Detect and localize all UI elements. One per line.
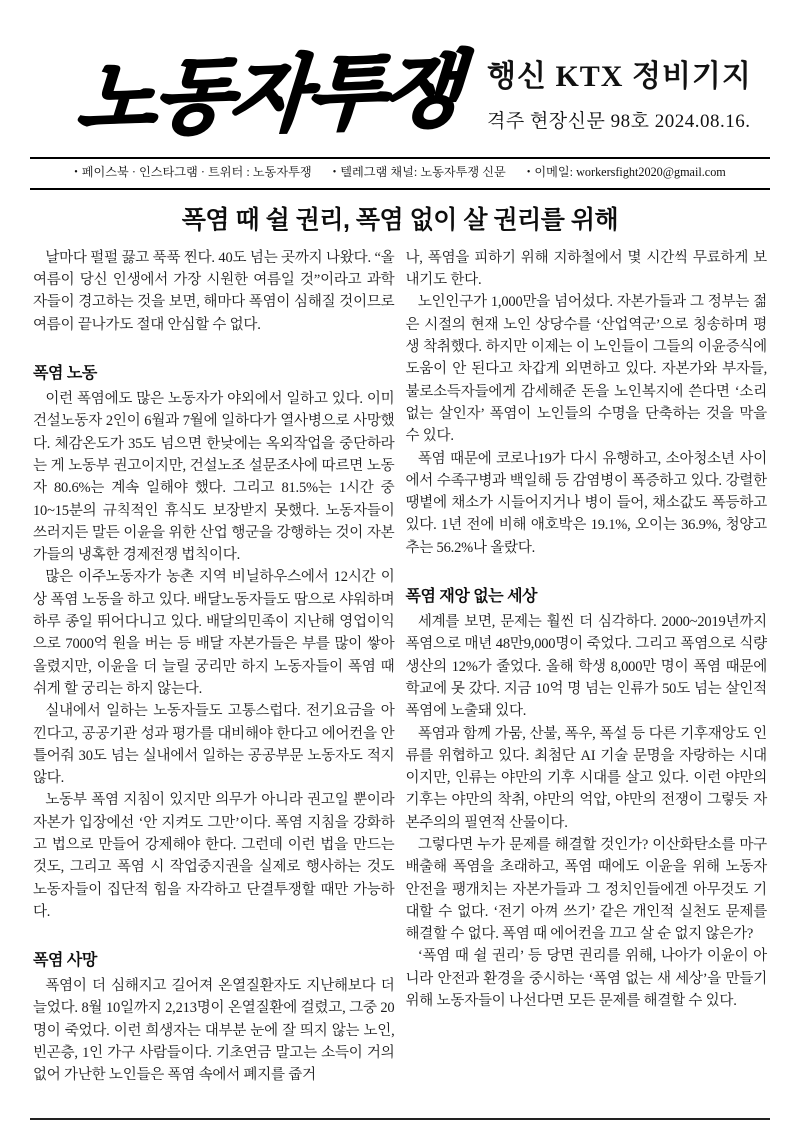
contact-text-sns: 페이스북 · 인스타그램 · 트위터 : 노동자투쟁 (81, 165, 312, 179)
section-heading-world-without-heat: 폭염 재앙 없는 세상 (405, 588, 537, 606)
section-heading-heat-deaths: 폭염 사망 (33, 952, 97, 970)
paragraph: 폭염과 함께 가뭄, 산불, 폭우, 폭설 등 다른 기후재앙도 인류를 위협하고 있다. 최첨단 AI 기술 문명을 자랑하는 시대이지만, 인류는 야만의 기후 시대를 살고 있다. 이런 야만의 기후는 야만의 착취, 야만의 억압, 야만의 전쟁이 그렇듯 자본주의의 필연적 산물이다. (405, 725, 767, 831)
contact-text-email: 이메일: workersfight2020@gmail.com (534, 165, 726, 179)
paragraph: 많은 이주노동자가 농촌 지역 비닐하우스에서 12시간 이상 폭염 노동을 하고 있다. 배달노동자들도 땀으로 샤워하며 하루 종일 뛰어다니고 있다. 배달의민족이 지난해 영업이익으로 7000억 원을 버는 등 배달 자본가들은 부를 많이 쌓아올렸지만, 이윤을 더 늘릴 궁리만 하지 노동자들이 폭염 때 쉬게 할 궁리는 하지 않는다. (33, 569, 395, 697)
contact-item-sns (74, 165, 311, 179)
article-body (0, 247, 800, 1087)
paragraph: 폭염이 더 심해지고 길어져 온열질환자도 지난해보다 더 늘었다. 8월 10일까지 2,213명이 온열질환에 걸렸고, 그중 20명이 죽었다. 이런 희생자는 대부분 눈에 잘 띄지 않는 노인, 빈곤층, 1인 가구 사람들이다. 기초연금 말고는 소득이 거의 없어 가난한 노인들은 폭염 속에서 폐지를 줍거 (33, 978, 395, 1084)
paragraph: 그렇다면 누가 문제를 해결할 것인가? 이산화탄소를 마구 배출해 폭염을 초래하고, 폭염 때에도 이윤을 위해 노동자 안전을 팽개치는 자본가들과 그 정치인들에겐 아무것도 기대할 수 없다. ‘전기 아껴 쓰기’ 같은 개인적 실천도 문제를 해결할 수 없다. 폭염 때 에어컨을 끄고 살 순 없지 않은가? (405, 836, 767, 943)
paragraph: 노인인구가 1,000만을 넘어섰다. 자본가들과 그 정부는 젊은 시절의 현재 노인 상당수를 ‘산업역군’으로 칭송하며 평생 착취했다. 하지만 이제는 이 노인들이 그들의 이윤증식에 도움이 안 된다고 차갑게 외면하고 있다. 자본가와 부자들, 불로소득자들에게 감세해준 돈을 노인복지에 쓴다면 ‘소리 없는 살인자’ 폭염이 노인들의 수명을 단축하는 것을 막을 수 있다. (405, 294, 767, 445)
paragraph: 노동부 폭염 지침이 있지만 의무가 아니라 권고일 뿐이라 자본가 입장에선 ‘안 지켜도 그만’이다. 폭염 지침을 강화하고 법으로 만들어 강제해야 한다. 그런데 이런 법을 만드는 것도, 그리고 폭염 시 작업중지권을 실제로 행사하는 것도 노동자들이 집단적 힘을 자각하고 단결투쟁할 때만 가능하다. (33, 792, 395, 920)
contact-item-email (527, 165, 726, 179)
contact-info-bar (30, 157, 770, 190)
right-column (406, 247, 768, 1087)
paragraph: 이런 폭염에도 많은 노동자가 야외에서 일하고 있다. 이미 건설노동자 2인이 6월과 7월에 일하다가 열사병으로 사망했다. 체감온도가 35도 넘으면 한낮에는 옥외작업을 중단하라는 게 노동부 권고이지만, 건설노조 설문조사에 따르면 노동자 80.6%는 계속 일해야 했다. 그리고 81.5%는 1시간 중 10~15분의 규칙적인 휴식도 보장받지 못했다. 노동자들이 쓰러지든 말든 이윤을 위한 산업 행군을 강행하는 것이 자본가들의 냉혹한 경제전쟁 법칙이다. (33, 391, 395, 564)
bullet-icon: • (332, 167, 337, 178)
paragraph: ‘폭염 때 쉴 권리’ 등 당면 권리를 위해, 나아가 이윤이 아니라 안전과 환경을 중시하는 ‘폭염 없는 새 세상’을 만들기 위해 노동자들이 나선다면 모든 문제를 해결할 수 있다. (405, 948, 767, 1010)
footer-rule (30, 1118, 770, 1120)
contact-text-telegram: 텔레그램 채널: 노동자투쟁 신문 (340, 165, 506, 179)
bullet-icon: • (74, 167, 78, 178)
paragraph: 실내에서 일하는 노동자들도 고통스럽다. 전기요금을 아낀다고, 공공기관 성과 평가를 대비해야 한다고 에어컨을 안 틀어줘 30도 넘는 실내에서 일하는 공공부문 노동자도 적지 않다. (33, 703, 395, 787)
masthead-right (487, 62, 752, 131)
bullet-icon: • (526, 167, 531, 178)
paragraph: 날마다 펄펄 끓고 푹푹 찐다. 40도 넘는 곳까지 나왔다. “올여름이 당신 인생에서 가장 시원한 여름일 것”이라고 과학자들이 경고하는 것을 보면, 해마다 폭염이 심해질 것이므로 여름이 끝나가도 절대 안심할 수 없다. (33, 249, 395, 333)
paragraph-continuation: 나, 폭염을 피하기 위해 지하철에서 몇 시간씩 무료하게 보내기도 한다. (405, 249, 767, 289)
contact-item-telegram (333, 165, 506, 179)
section-heading-heat-labor: 폭염 노동 (33, 365, 97, 383)
article-headline: 폭염 때 쉴 권리, 폭염 없이 살 권리를 위해 (181, 205, 619, 234)
issue-line: 격주 현장신문 98호 2024.08.16. (487, 111, 751, 132)
paragraph: 세계를 보면, 문제는 훨씬 더 심각하다. 2000~2019년까지 폭염으로 매년 48만9,000명이 죽었다. 그리고 폭염으로 식량 생산의 12%가 줄었다. 올해 학생 8,000만 명이 폭염 때문에 학교에 못 갔다. 지금 10억 명 넘는 인류가 50도 넘는 살인적 폭염에 노출돼 있다. (405, 614, 767, 720)
paragraph: 폭염 때문에 코로나19가 다시 유행하고, 소아청소년 사이에서 수족구병과 백일해 등 감염병이 폭증하고 있다. 강렬한 땡볕에 채소가 시들어지거나 병이 들어, 채소값도 폭등하고 있다. 1년 전에 비해 애호박은 19.1%, 오이는 36.9%, 청양고추는 56.2%나 올랐다. (405, 450, 767, 556)
left-column (33, 247, 395, 1087)
masthead (0, 0, 800, 157)
newspaper-logo: 노동자투쟁 (74, 42, 462, 148)
edition-title: 행신 KTX 정비기지 (487, 60, 752, 93)
